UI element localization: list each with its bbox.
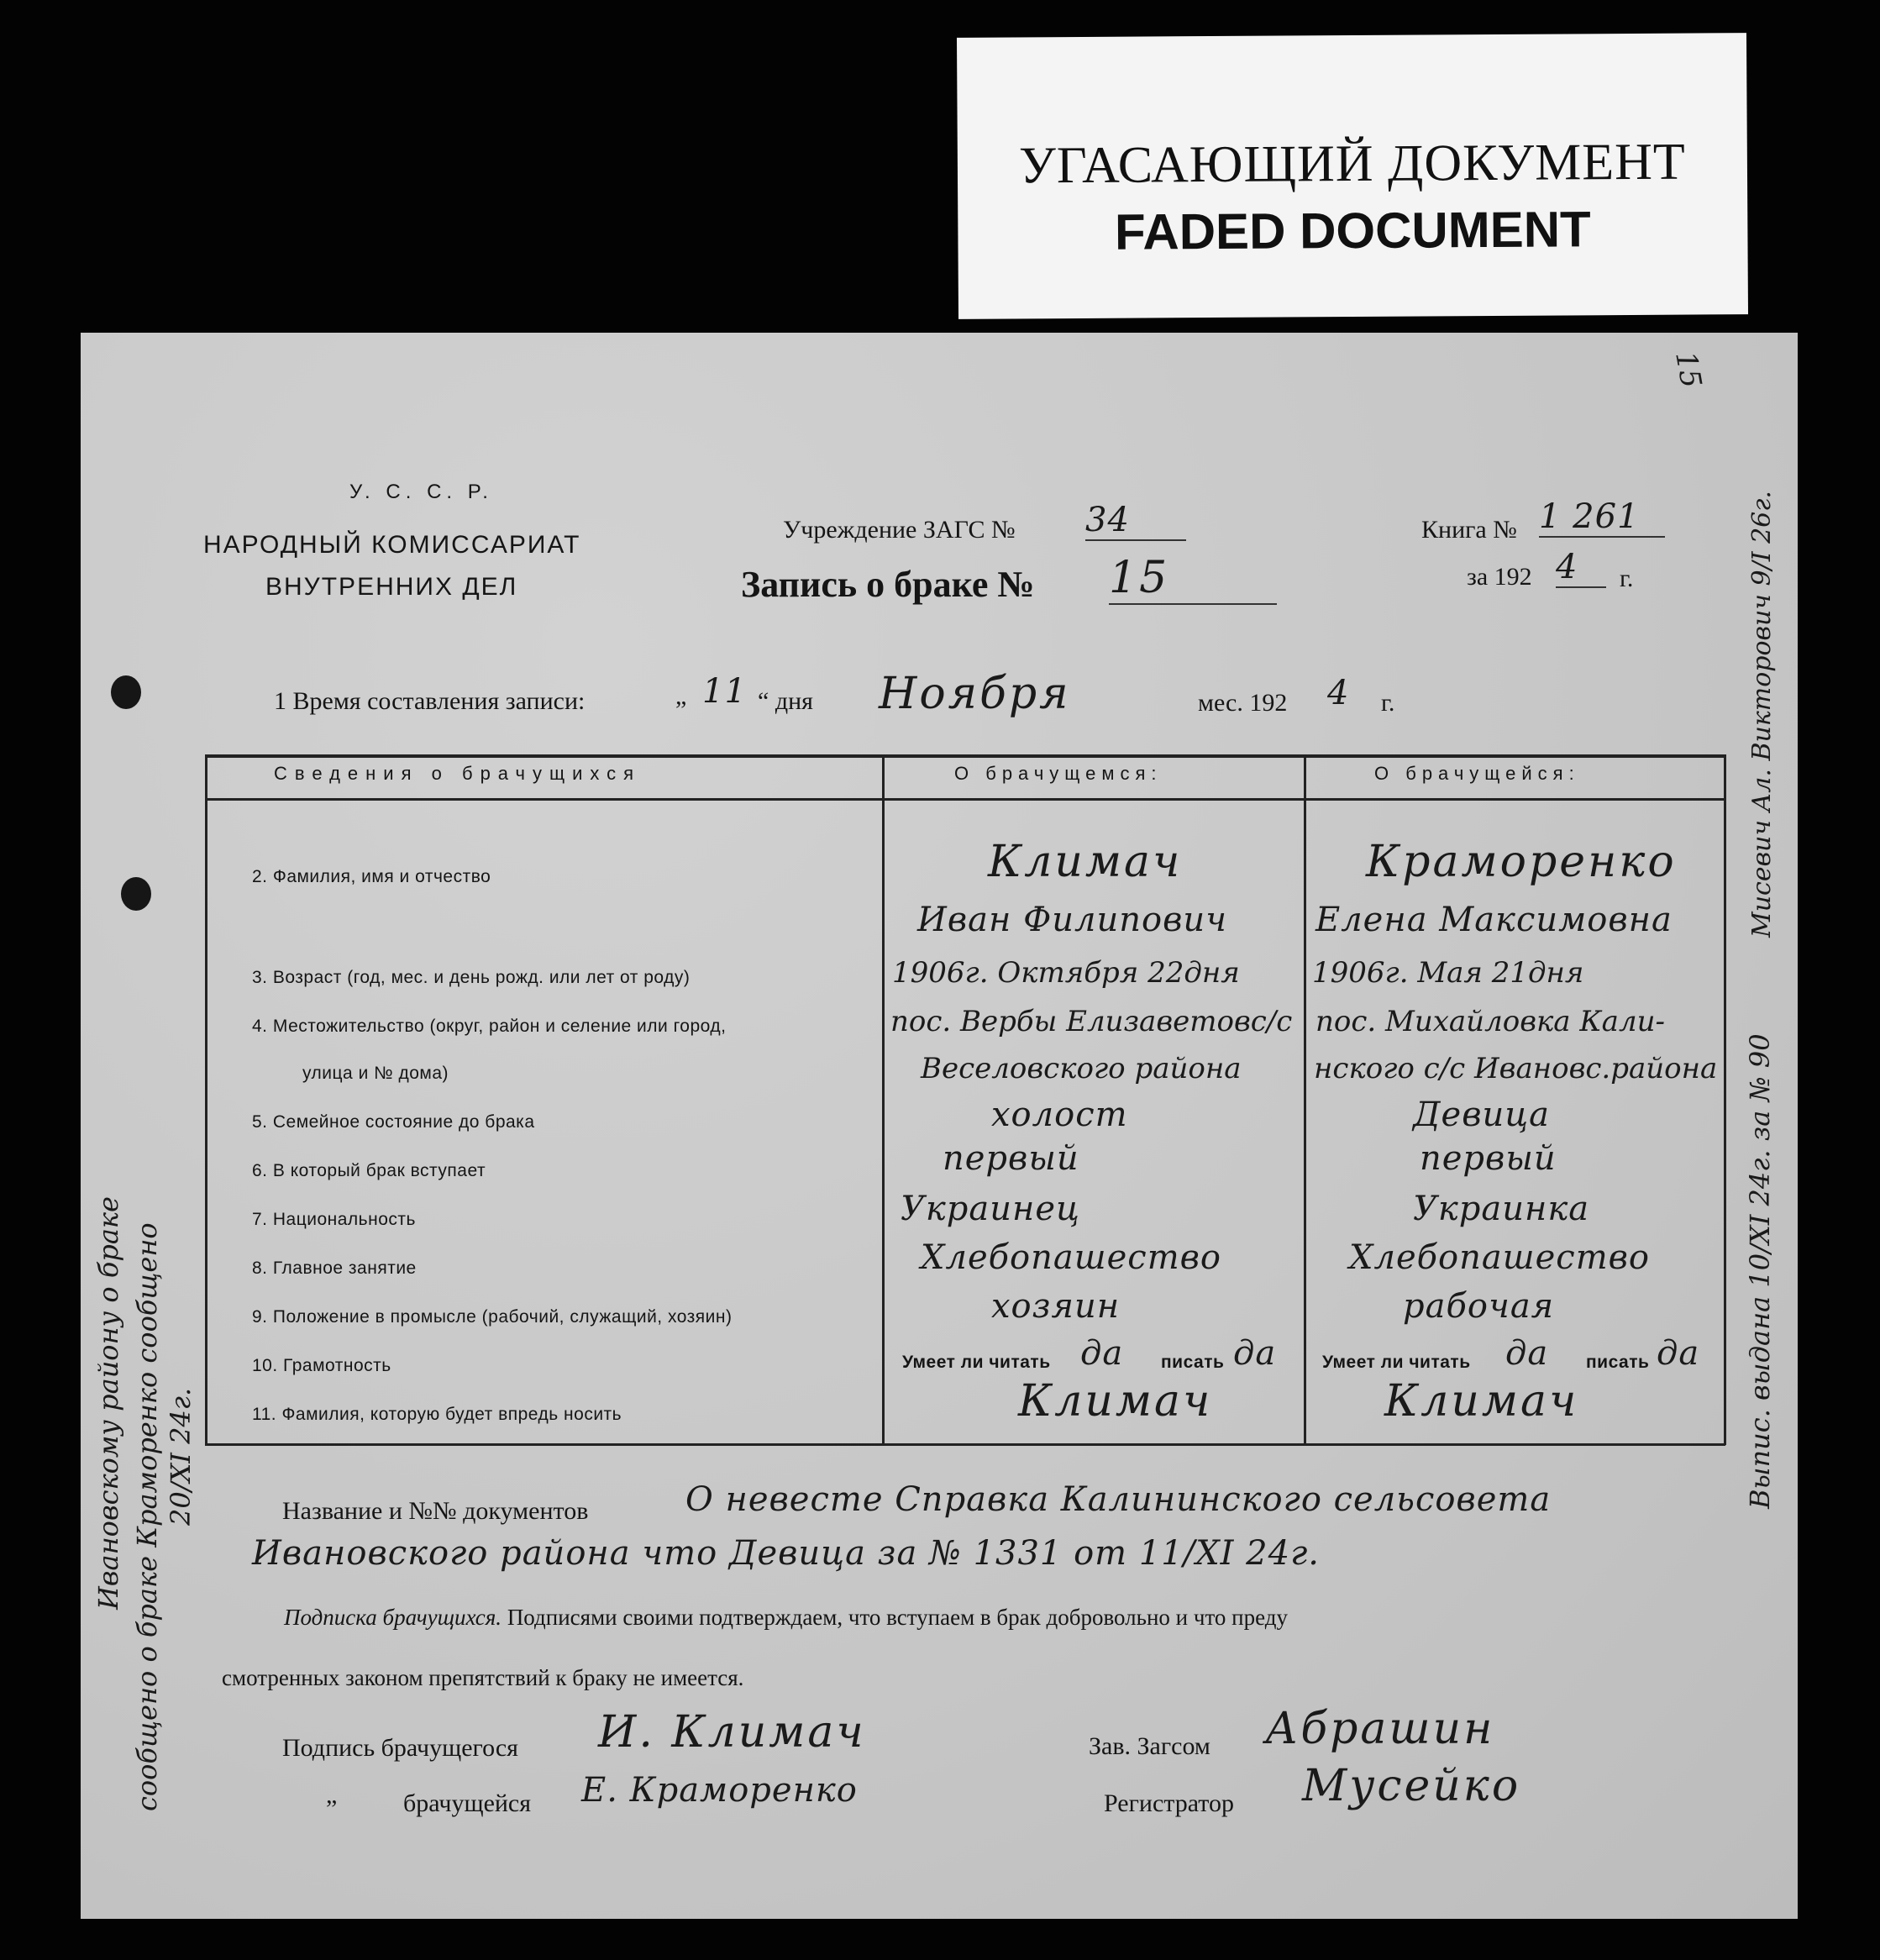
groom-residence-1: пос. Вербы Елизаветовс/с bbox=[890, 1005, 1293, 1038]
row-label-age: 3. Возраст (год, мес. и день рожд. или лет от роду) bbox=[252, 968, 691, 987]
zags-label: Учреждение ЗАГС № bbox=[783, 516, 1016, 544]
bride-position: рабочая bbox=[1403, 1287, 1555, 1326]
margin-note-left-3: 20/XI 24г. bbox=[165, 1387, 197, 1526]
bride-residence-2: нского с/с Ивановс.района bbox=[1314, 1052, 1718, 1085]
bride-marriage-number: первый bbox=[1420, 1139, 1557, 1178]
row-label-occupation: 8. Главное занятие bbox=[252, 1258, 417, 1278]
year-digit: 4 bbox=[1556, 548, 1606, 588]
commissariat-line1: НАРОДНЫЙ КОМИССАРИАТ bbox=[203, 531, 581, 559]
groom-future-surname: Климач bbox=[1018, 1376, 1213, 1427]
row-label-marriage-number: 6. В который брак вступает bbox=[252, 1161, 486, 1180]
groom-birth: 1906г. Октября 22дня bbox=[892, 956, 1240, 990]
groom-marital: холост bbox=[991, 1096, 1128, 1134]
groom-nationality: Украинец bbox=[901, 1190, 1080, 1228]
bride-birth: 1906г. Мая 21дня bbox=[1312, 956, 1584, 990]
record-time-label: 1 Время составления записи: bbox=[274, 687, 586, 715]
row-label-residence: 4. Местожительство (округ, район и селение или город, bbox=[252, 1017, 727, 1036]
groom-signature: И. Климач bbox=[598, 1707, 866, 1758]
record-time-day: 11 bbox=[702, 672, 747, 711]
groom-occupation: Хлебопашество bbox=[921, 1238, 1221, 1277]
book-label: Книга № bbox=[1421, 516, 1517, 544]
bride-signature-quote: „ bbox=[326, 1781, 338, 1809]
page-number: 15 bbox=[1668, 349, 1709, 391]
margin-note-right-1: Выпис. выдана 10/XI 24г. за № 90 bbox=[1744, 1033, 1776, 1509]
table-column-divider-1 bbox=[882, 754, 885, 1443]
table-border-bottom bbox=[205, 1443, 1725, 1446]
pledge-line1 bbox=[284, 1605, 1288, 1631]
marriage-record-sheet bbox=[81, 333, 1798, 1919]
groom-signature-label: Подпись брачущегося bbox=[282, 1734, 518, 1762]
table-header-groom: О брачущемся: bbox=[954, 763, 1163, 784]
row-label-position: 9. Положение в промысле (рабочий, служащий, хозяин) bbox=[252, 1307, 733, 1327]
record-title: Запись о браке № bbox=[741, 564, 1035, 605]
documents-label: Название и №№ документов bbox=[282, 1497, 589, 1525]
republic-label: У. С. С. Р. bbox=[349, 481, 493, 503]
table-border-top bbox=[205, 754, 1725, 758]
documents-line2: Ивановского района что Девица за № 1331 от 11/XI 24г. bbox=[252, 1534, 1321, 1573]
pledge-lead: Подписка брачущихся. bbox=[284, 1605, 502, 1630]
pledge-text: Подписями своими подтверждаем, что вступаем в брак добровольно и что преду bbox=[507, 1605, 1288, 1630]
faded-document-label bbox=[957, 33, 1748, 319]
year-suffix: г. bbox=[1620, 565, 1634, 592]
groom-marriage-number: первый bbox=[943, 1139, 1079, 1178]
bride-nationality: Украинка bbox=[1413, 1190, 1590, 1228]
pledge-line2: смотренных законом препятствий к браку не имеется. bbox=[222, 1665, 744, 1690]
record-time-day-open: „ bbox=[675, 682, 687, 710]
bride-future-surname: Климач bbox=[1384, 1376, 1579, 1427]
documents-line1: О невесте Справка Калининского сельсовета bbox=[685, 1480, 1552, 1519]
bride-literacy-label: Умеет ли читать bbox=[1322, 1353, 1471, 1372]
punch-hole-top bbox=[111, 675, 141, 709]
record-time-year-digit: 4 bbox=[1327, 674, 1350, 712]
groom-given-names: Иван Филипович bbox=[917, 901, 1228, 939]
bride-can-write: да bbox=[1657, 1334, 1700, 1373]
record-time-month-label: мес. 192 bbox=[1198, 689, 1288, 717]
groom-can-write: да bbox=[1233, 1334, 1277, 1373]
row-label-marital: 5. Семейное состояние до брака bbox=[252, 1112, 535, 1132]
row-label-future-surname: 11. Фамилия, которую будет впредь носить bbox=[252, 1405, 622, 1424]
bride-signature: Е. Краморенко bbox=[581, 1771, 858, 1810]
margin-note-left-2: сообщено о браке Краморенко сообщено bbox=[131, 1222, 163, 1811]
bride-signature-label: брачущейся bbox=[403, 1789, 532, 1817]
record-time-year-suffix: г. bbox=[1381, 689, 1395, 717]
table-header-bride: О брачущейся: bbox=[1374, 763, 1580, 784]
bride-write-label: писать bbox=[1586, 1353, 1650, 1372]
table-border-left bbox=[205, 754, 207, 1445]
bride-occupation: Хлебопашество bbox=[1349, 1238, 1650, 1277]
book-number: 1 261 bbox=[1539, 497, 1665, 538]
groom-residence-2: Веселовского района bbox=[921, 1052, 1242, 1085]
record-time-day-close: “ дня bbox=[758, 687, 813, 715]
row-label-name: 2. Фамилия, имя и отчество bbox=[252, 867, 491, 886]
bride-residence-1: пос. Михайловка Кали- bbox=[1315, 1005, 1665, 1038]
margin-note-right-2: Мисевич Ал. Викторович 9/I 26г. bbox=[1747, 491, 1777, 938]
punch-hole-bottom bbox=[121, 877, 151, 911]
label-title-en: FADED DOCUMENT bbox=[1114, 201, 1591, 260]
record-time-month: Ноября bbox=[879, 669, 1071, 719]
registrar-signature: Мусейко bbox=[1302, 1761, 1521, 1811]
table-border-right bbox=[1724, 754, 1726, 1445]
groom-position: хозяин bbox=[991, 1287, 1121, 1326]
table-header-divider bbox=[205, 798, 1725, 801]
bride-marital: Девица bbox=[1413, 1096, 1550, 1134]
groom-literacy-label: Умеет ли читать bbox=[902, 1353, 1051, 1372]
groom-write-label: писать bbox=[1161, 1353, 1225, 1372]
zags-number: 34 bbox=[1085, 501, 1186, 541]
row-label-residence-cont: улица и № дома) bbox=[302, 1064, 449, 1083]
head-signature-label: Зав. Загсом bbox=[1089, 1732, 1210, 1760]
table-header-info: Сведения о брачущихся bbox=[274, 763, 642, 784]
table-column-divider-2 bbox=[1304, 754, 1306, 1443]
margin-note-left-1: Ивановскому району о браке bbox=[92, 1196, 124, 1610]
year-label: за 192 bbox=[1467, 563, 1532, 591]
groom-surname: Климач bbox=[988, 837, 1183, 887]
groom-can-read: да bbox=[1080, 1334, 1124, 1373]
row-label-nationality: 7. Национальность bbox=[252, 1210, 416, 1229]
bride-given-names: Елена Максимовна bbox=[1315, 901, 1673, 939]
label-title-ru: УГАСАЮЩИЙ ДОКУМЕНТ bbox=[1018, 133, 1686, 195]
row-label-literacy: 10. Грамотность bbox=[252, 1356, 391, 1375]
commissariat-line2: ВНУТРЕННИХ ДЕЛ bbox=[265, 573, 518, 601]
record-number: 15 bbox=[1109, 553, 1277, 605]
head-signature: Абрашин bbox=[1265, 1704, 1495, 1754]
bride-surname: Краморенко bbox=[1366, 837, 1677, 887]
bride-can-read: да bbox=[1505, 1334, 1549, 1373]
registrar-signature-label: Регистратор bbox=[1104, 1789, 1235, 1817]
